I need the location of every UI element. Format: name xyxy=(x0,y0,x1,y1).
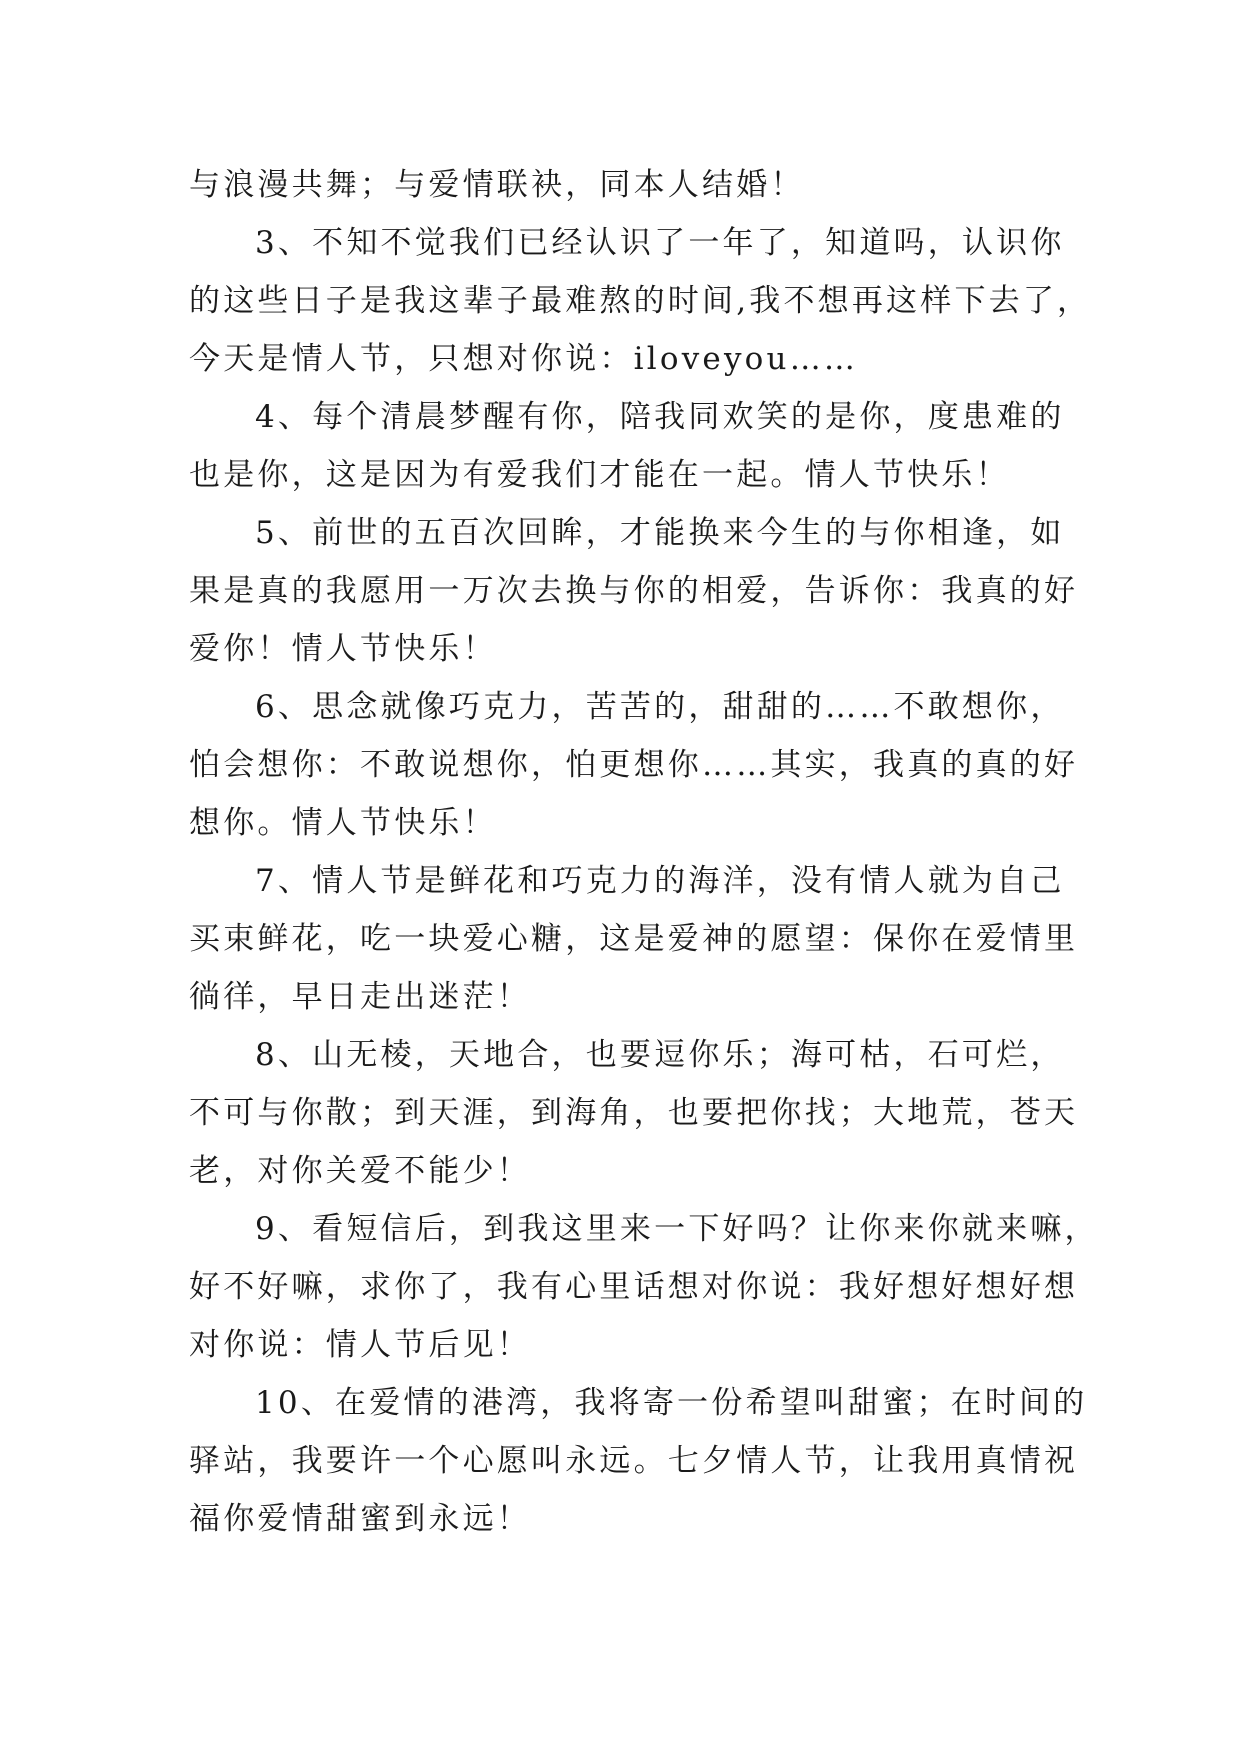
text-line: 福你爱情甜蜜到永远！ xyxy=(189,1501,531,1537)
paragraph-4-line-1: 4、每个清晨梦醒有你，陪我同欢笑的是你，度患难的 xyxy=(255,399,1065,435)
paragraph-6-line-1: 6、思念就像巧克力，苦苦的，甜甜的……不敢想你， xyxy=(255,689,1065,725)
paragraph-9-line-1: 9、看短信后，到我这里来一下好吗？让你来你就来嘛， xyxy=(255,1211,1099,1247)
text-line: 与浪漫共舞；与爱情联袂，同本人结婚！ xyxy=(189,167,805,203)
text-line: 怕会想你：不敢说想你，怕更想你……其实，我真的真的好 xyxy=(189,747,1079,783)
paragraph-8-line-1: 8、山无棱，天地合，也要逗你乐；海可枯，石可烂， xyxy=(255,1037,1065,1073)
text-line: 不可与你散；到天涯，到海角，也要把你找；大地荒，苍天 xyxy=(189,1095,1079,1131)
text-line: 老，对你关爱不能少！ xyxy=(189,1153,531,1189)
text-line: 的这些日子是我这辈子最难熬的时间,我不想再这样下去了， xyxy=(189,283,1092,319)
text-line: 也是你，这是因为有爱我们才能在一起。情人节快乐！ xyxy=(189,457,1010,493)
text-line: 徜徉，早日走出迷茫！ xyxy=(189,979,531,1015)
text-line: 爱你！情人节快乐！ xyxy=(189,631,497,667)
text-line: 好不好嘛，求你了，我有心里话想对你说：我好想好想好想 xyxy=(189,1269,1079,1305)
paragraph-3-line-1: 3、不知不觉我们已经认识了一年了，知道吗，认识你 xyxy=(255,225,1065,261)
text-line: 果是真的我愿用一万次去换与你的相爱，告诉你：我真的好 xyxy=(189,573,1079,609)
text-line: 买束鲜花，吃一块爱心糖，这是爱神的愿望：保你在爱情里 xyxy=(189,921,1079,957)
text-line: 想你。情人节快乐！ xyxy=(189,805,497,841)
text-line: 今天是情人节，只想对你说：iloveyou…… xyxy=(189,341,859,377)
paragraph-5-line-1: 5、前世的五百次回眸，才能换来今生的与你相逢，如 xyxy=(255,515,1065,551)
text-line: 对你说：情人节后见！ xyxy=(189,1327,531,1363)
document-body xyxy=(189,156,1099,1548)
paragraph-10-line-1: 10、在爱情的港湾，我将寄一份希望叫甜蜜；在时间的 xyxy=(255,1385,1088,1421)
paragraph-7-line-1: 7、情人节是鲜花和巧克力的海洋，没有情人就为自己 xyxy=(255,863,1065,899)
text-line: 驿站，我要许一个心愿叫永远。七夕情人节，让我用真情祝 xyxy=(189,1443,1079,1479)
